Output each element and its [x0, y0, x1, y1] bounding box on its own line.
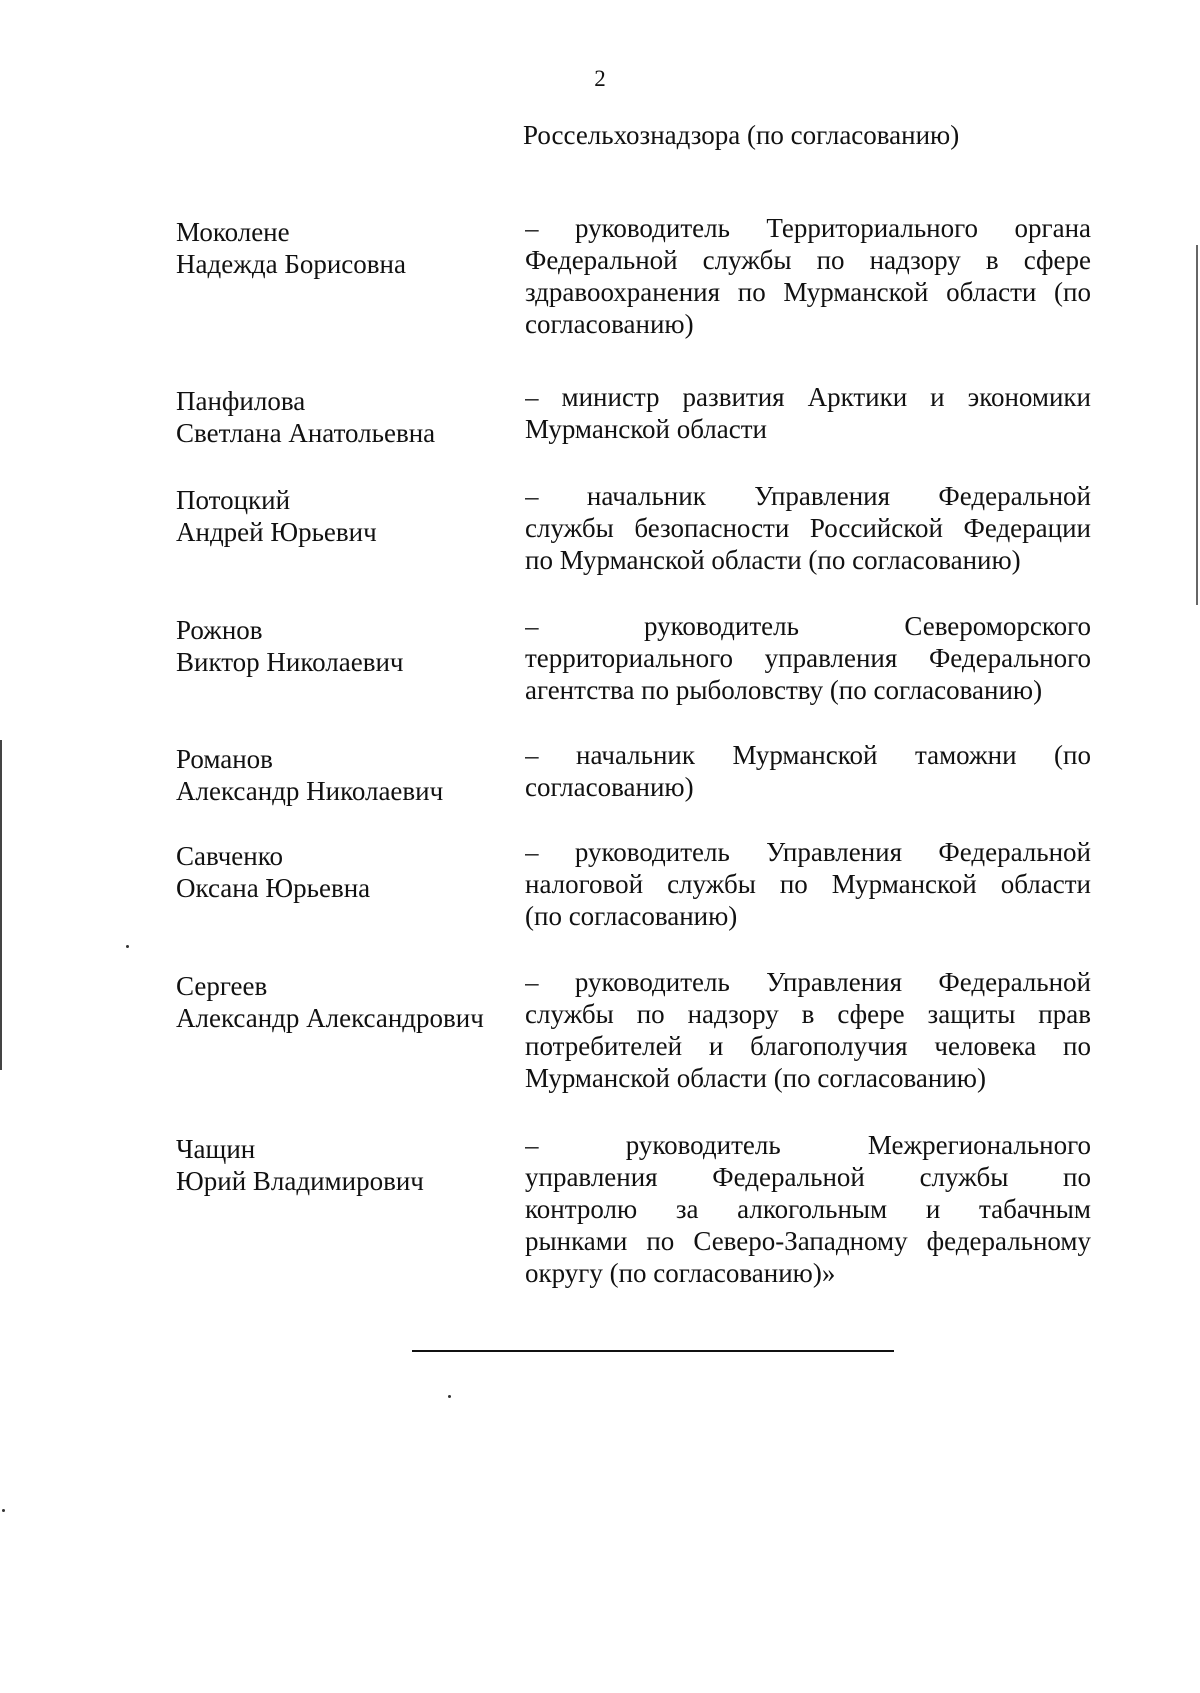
role-line: налоговой службы по Мурманской области	[525, 869, 1091, 899]
role-line: здравоохранения по Мурманской области (по	[525, 277, 1091, 307]
role-line: контролю за алкогольным и табачным	[525, 1194, 1091, 1224]
scan-edge-mark	[1196, 245, 1198, 605]
member-role	[525, 739, 1091, 803]
member-surname: Моколене	[176, 217, 290, 247]
member-given-names: Александр Николаевич	[176, 776, 444, 806]
role-line: службы по надзору в сфере защиты прав	[525, 999, 1091, 1029]
member-name	[176, 484, 516, 548]
role-line: Федеральной службы по надзору в сфере	[525, 245, 1091, 275]
role-line: – руководитель Межрегионального	[525, 1130, 1091, 1160]
role-line: потребителей и благополучия человека по	[525, 1031, 1091, 1061]
member-role	[525, 480, 1091, 576]
role-line: Мурманской области (по согласованию)	[525, 1063, 986, 1093]
role-line: (по согласованию)	[525, 901, 738, 931]
member-surname: Рожнов	[176, 615, 263, 645]
role-line: округу (по согласованию)»	[525, 1258, 836, 1288]
scan-speck	[448, 1395, 451, 1398]
member-surname: Панфилова	[176, 386, 306, 416]
member-name	[176, 385, 516, 449]
member-given-names: Оксана Юрьевна	[176, 873, 371, 903]
role-line: – министр развития Арктики и экономики	[525, 382, 1091, 412]
member-surname: Чащин	[176, 1134, 256, 1164]
member-name	[176, 840, 516, 904]
member-name	[176, 743, 516, 807]
role-line: согласованию)	[525, 309, 694, 339]
role-line: по Мурманской области (по согласованию)	[525, 545, 1021, 575]
role-line: агентства по рыболовству (по согласованию)	[525, 675, 1043, 705]
member-name	[176, 970, 516, 1034]
member-role	[525, 966, 1091, 1094]
member-given-names: Светлана Анатольевна	[176, 418, 436, 448]
role-line: – руководитель Управления Федеральной	[525, 837, 1091, 867]
member-surname: Савченко	[176, 841, 283, 871]
role-line: – начальник Управления Федеральной	[525, 481, 1091, 511]
role-line: территориального управления Федерального	[525, 643, 1091, 673]
role-line: – руководитель Территориального органа	[525, 213, 1091, 243]
role-line: – руководитель Североморского	[525, 611, 1091, 641]
member-role	[525, 1129, 1091, 1289]
role-line: Мурманской области	[525, 414, 767, 444]
role-line: – руководитель Управления Федеральной	[525, 967, 1091, 997]
member-name	[176, 614, 516, 678]
continuation-text: Россельхознадзора (по согласованию)	[523, 120, 960, 150]
role-line: рынками по Северо-Западному федеральному	[525, 1226, 1091, 1256]
role-line: управления Федеральной службы по	[525, 1162, 1091, 1192]
member-role	[525, 381, 1091, 445]
scan-speck	[2, 1509, 5, 1512]
member-given-names: Надежда Борисовна	[176, 249, 406, 279]
scan-edge-mark	[0, 740, 2, 1070]
end-of-list-rule	[412, 1350, 894, 1352]
member-given-names: Виктор Николаевич	[176, 647, 404, 677]
member-surname: Романов	[176, 744, 273, 774]
role-line: согласованию)	[525, 772, 694, 802]
member-name	[176, 216, 516, 280]
page-number: 2	[594, 66, 606, 91]
member-given-names: Юрий Владимирович	[176, 1166, 424, 1196]
member-surname: Сергеев	[176, 971, 268, 1001]
scan-speck	[126, 945, 129, 948]
role-line: – начальник Мурманской таможни (по	[525, 740, 1091, 770]
member-role	[525, 212, 1091, 340]
member-name	[176, 1133, 516, 1197]
member-given-names: Андрей Юрьевич	[176, 517, 377, 547]
role-line: службы безопасности Российской Федерации	[525, 513, 1091, 543]
member-role	[525, 836, 1091, 932]
member-role	[525, 610, 1091, 706]
member-surname: Потоцкий	[176, 485, 291, 515]
member-given-names: Александр Александрович	[176, 1003, 484, 1033]
